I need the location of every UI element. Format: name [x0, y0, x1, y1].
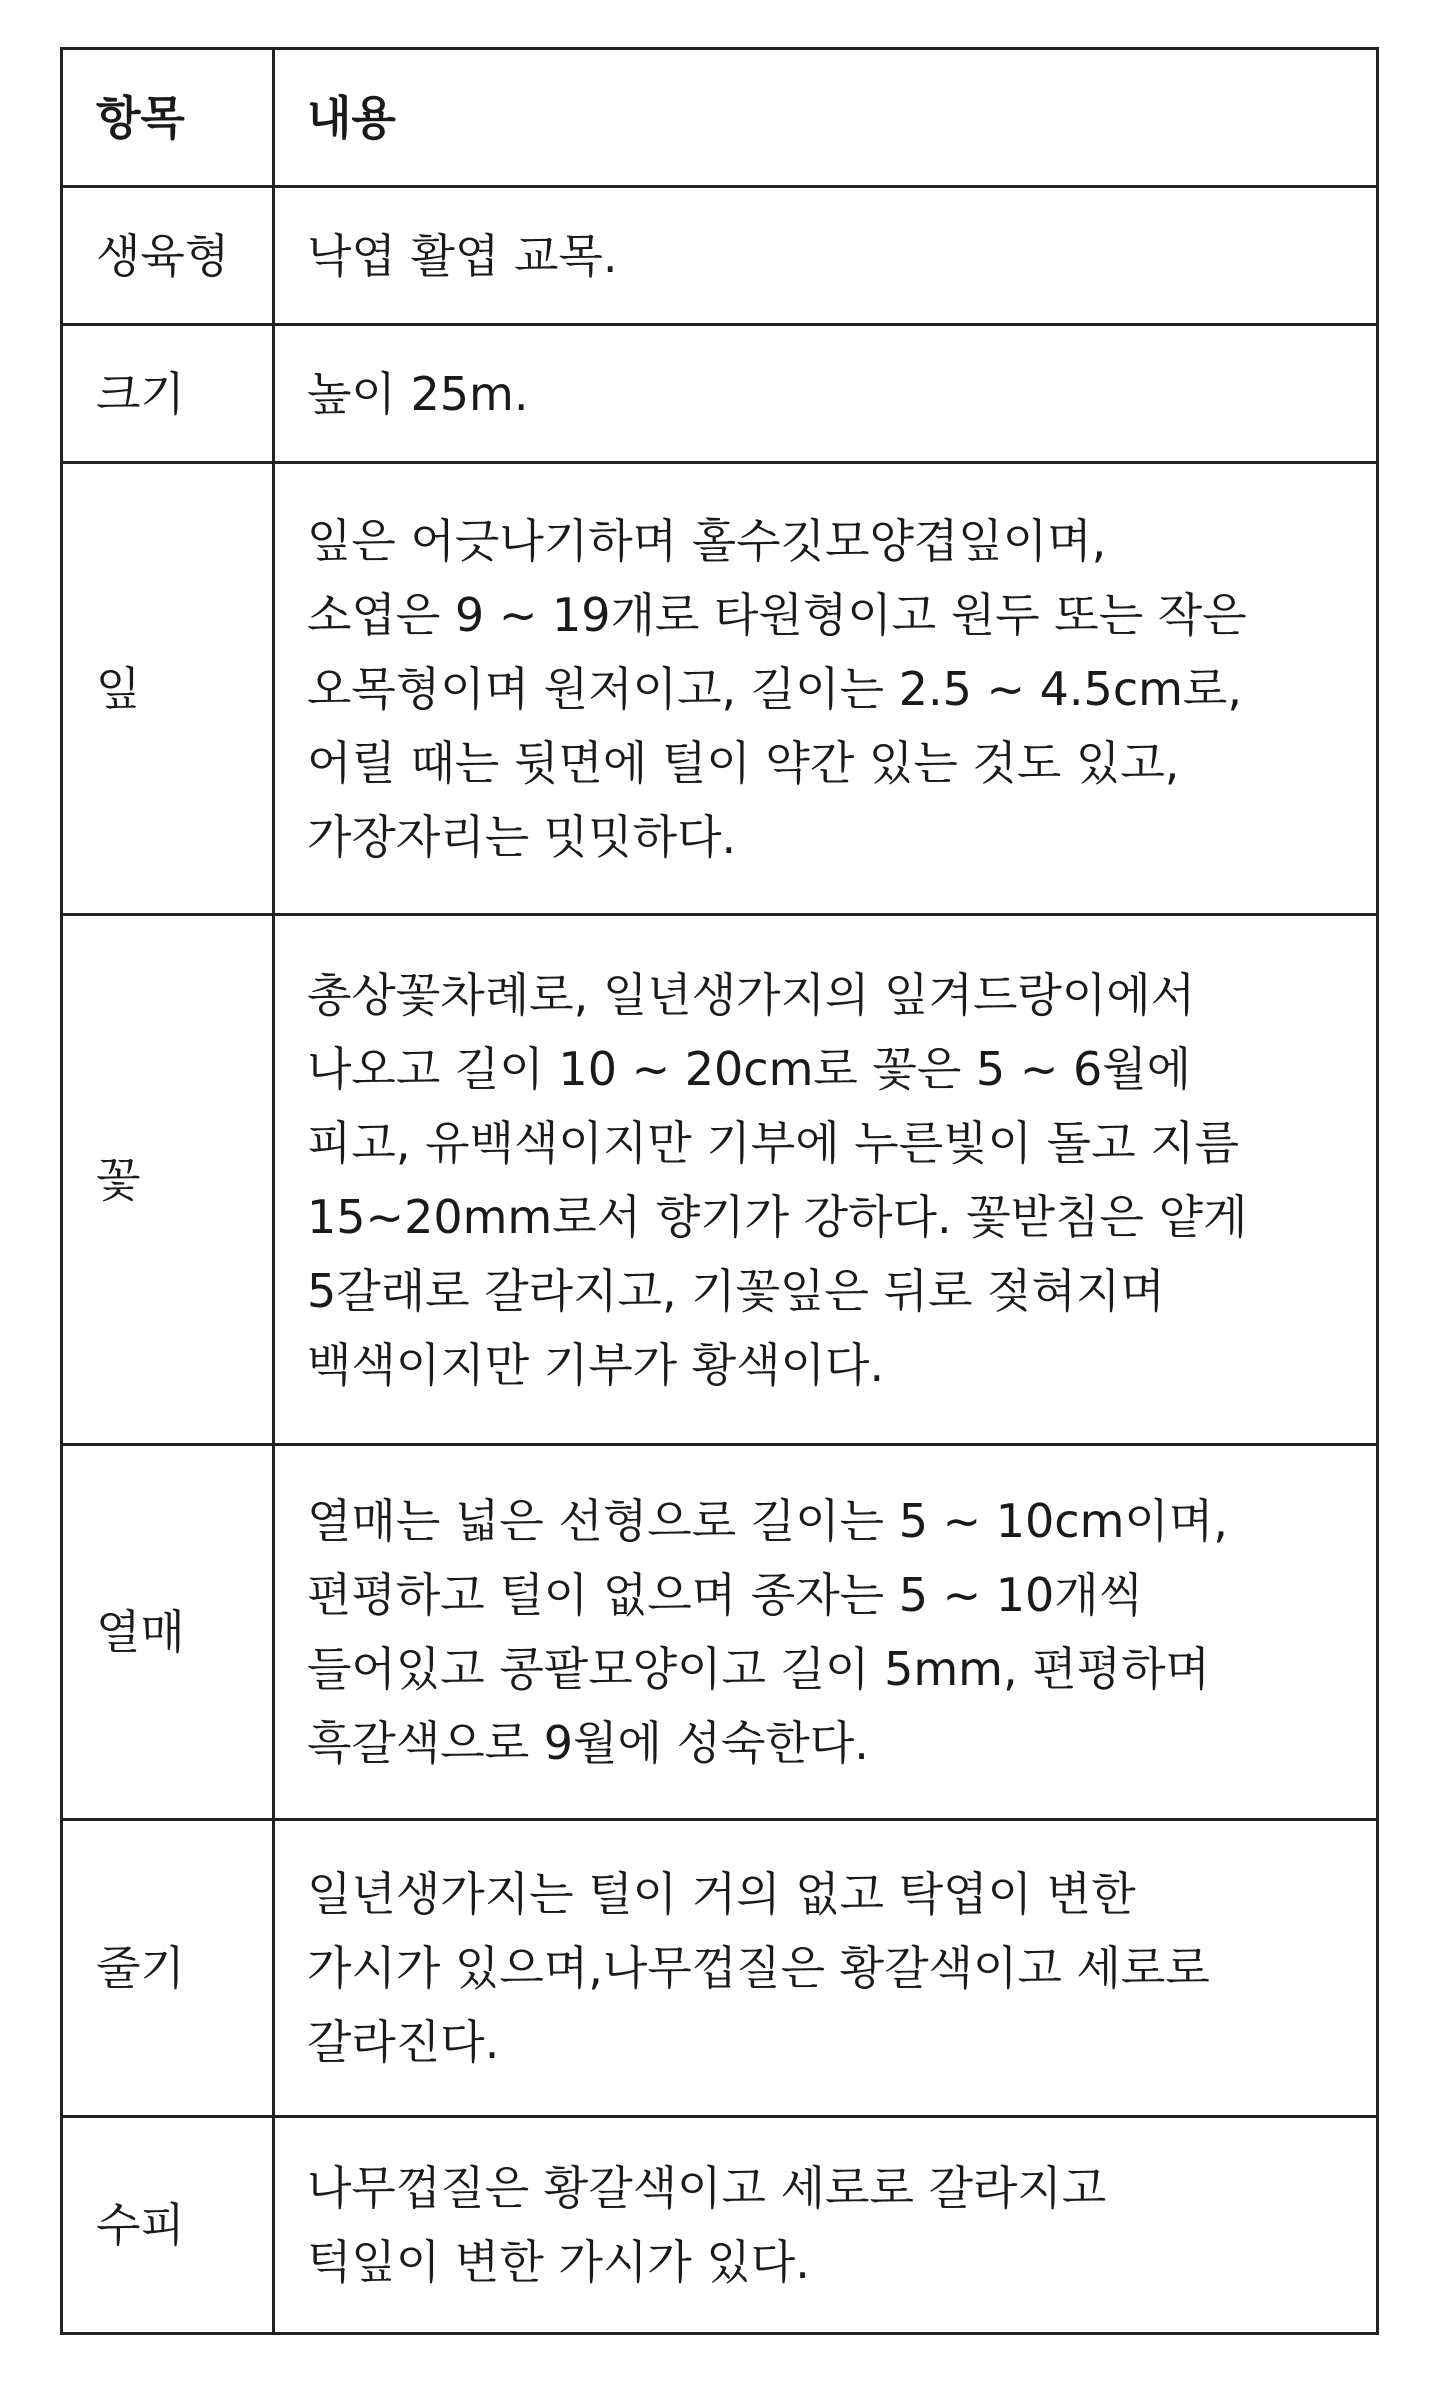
row-key: 수피	[62, 2117, 274, 2334]
header-value: 내용	[274, 49, 1378, 187]
table-row	[62, 1445, 1378, 1820]
info-table	[60, 47, 1379, 2335]
value-line: 소엽은 9 ~ 19개로 타원형이고 원두 또는 작은	[307, 587, 1247, 642]
row-value	[274, 1445, 1378, 1820]
value-line: 높이 25m.	[307, 366, 529, 421]
row-key: 줄기	[62, 1820, 274, 2117]
value-line: 가시가 있으며,나무껍질은 황갈색이고 세로로	[307, 1941, 1210, 1995]
value-line: 턱잎이 변한 가시가 있다.	[307, 2235, 810, 2289]
row-value	[274, 187, 1378, 325]
value-line: 총상꽃차례로, 일년생가지의 잎겨드랑이에서	[307, 967, 1196, 1022]
table-row	[62, 1820, 1378, 2117]
row-key: 꽃	[62, 915, 274, 1445]
row-value	[274, 915, 1378, 1445]
value-line: 나무껍질은 황갈색이고 세로로 갈라지고	[307, 2161, 1107, 2215]
value-line: 오목형이며 원저이고, 길이는 2.5 ~ 4.5cm로,	[307, 661, 1242, 716]
header-key: 항목	[62, 49, 274, 187]
value-line: 갈라진다.	[307, 2015, 500, 2069]
row-key: 크기	[62, 325, 274, 463]
value-line: 흑갈색으로 9월에 성숙한다.	[307, 1716, 869, 1770]
value-line: 잎은 어긋나기하며 홀수깃모양겹잎이며,	[307, 513, 1107, 568]
row-key: 잎	[62, 463, 274, 915]
value-line: 낙엽 활엽 교목.	[307, 228, 618, 283]
value-line: 들어있고 콩팥모양이고 길이 5mm, 편평하며	[307, 1642, 1210, 1696]
value-line: 15~20mm로서 향기가 강하다. 꽃받침은 얕게	[307, 1189, 1248, 1244]
value-line: 피고, 유백색이지만 기부에 누른빛이 돌고 지름	[307, 1115, 1240, 1170]
row-value	[274, 463, 1378, 915]
value-line: 5갈래로 갈라지고, 기꽃잎은 뒤로 젖혀지며	[307, 1263, 1165, 1318]
row-key: 생육형	[62, 187, 274, 325]
row-value	[274, 1820, 1378, 2117]
row-key: 열매	[62, 1445, 274, 1820]
row-value	[274, 325, 1378, 463]
value-line: 일년생가지는 털이 거의 없고 탁엽이 변한	[307, 1867, 1136, 1921]
value-line: 백색이지만 기부가 황색이다.	[307, 1337, 885, 1392]
table-row	[62, 325, 1378, 463]
header-row	[62, 49, 1378, 187]
table-row	[62, 2117, 1378, 2334]
value-line: 나오고 길이 10 ~ 20cm로 꽃은 5 ~ 6월에	[307, 1041, 1192, 1096]
table-row	[62, 463, 1378, 915]
value-line: 가장자리는 밋밋하다.	[307, 809, 737, 864]
row-value	[274, 2117, 1378, 2334]
table-row	[62, 187, 1378, 325]
value-line: 어릴 때는 뒷면에 털이 약간 있는 것도 있고,	[307, 735, 1180, 790]
table-row	[62, 915, 1378, 1445]
value-line: 편평하고 털이 없으며 종자는 5 ~ 10개씩	[307, 1568, 1144, 1622]
value-line: 열매는 넓은 선형으로 길이는 5 ~ 10cm이며,	[307, 1494, 1228, 1548]
